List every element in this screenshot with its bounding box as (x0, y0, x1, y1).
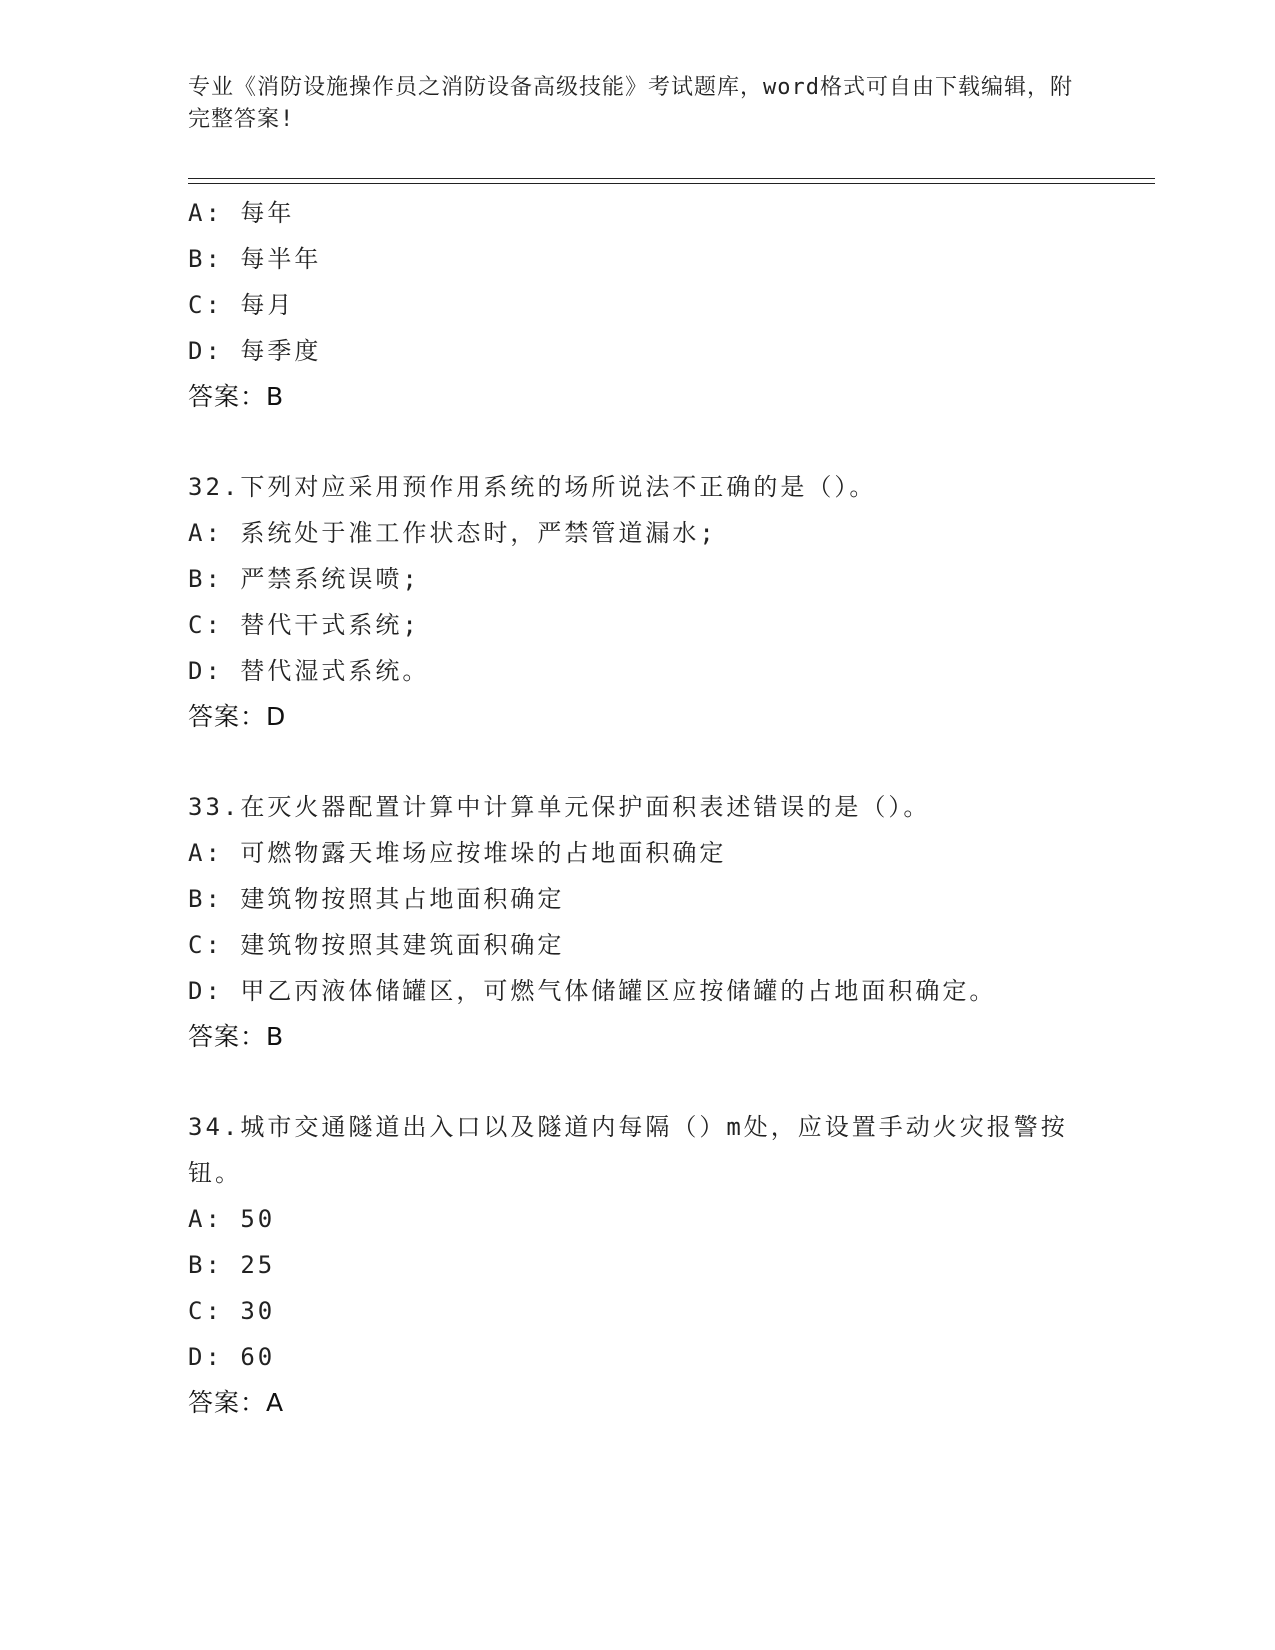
option-b: B: 建筑物按照其占地面积确定 (188, 885, 565, 913)
answer-label: 答案：B (188, 1022, 285, 1051)
option-d: D: 60 (188, 1343, 276, 1371)
option-c: C: 30 (188, 1297, 276, 1325)
document-header: 专业《消防设施操作员之消防设备高级技能》考试题库，word格式可自由下载编辑，附完整答案! (188, 75, 1073, 132)
option-d: D: 甲乙丙液体储罐区，可燃气体储罐区应按储罐的占地面积确定。 (188, 977, 997, 1005)
option-b: B: 每半年 (188, 245, 322, 273)
question-block-34 (188, 1104, 1148, 1426)
option-a: A: 每年 (188, 199, 295, 227)
option-d: D: 替代湿式系统。 (188, 657, 430, 685)
question-list (188, 190, 1148, 1426)
option-a: A: 可燃物露天堆场应按堆垛的占地面积确定 (188, 839, 727, 867)
option-b: B: 严禁系统误喷; (188, 565, 420, 593)
question-block-33 (188, 784, 1148, 1060)
question-block-31-partial (188, 190, 1148, 420)
option-c: C: 每月 (188, 291, 295, 319)
option-a: A: 系统处于准工作状态时，严禁管道漏水; (188, 519, 717, 547)
question-block-32 (188, 464, 1148, 740)
question-stem: 33.在灭火器配置计算中计算单元保护面积表述错误的是（）。 (188, 793, 931, 821)
option-b: B: 25 (188, 1251, 276, 1279)
header-divider-bottom (188, 183, 1155, 184)
header-divider-top (188, 178, 1155, 179)
option-d: D: 每季度 (188, 337, 322, 365)
answer-label: 答案：D (188, 702, 287, 731)
option-a: A: 50 (188, 1205, 276, 1233)
answer-label: 答案：A (188, 1388, 285, 1417)
question-stem: 34.城市交通隧道出入口以及隧道内每隔（）m处，应设置手动火灾报警按钮。 (188, 1113, 1068, 1187)
question-stem: 32.下列对应采用预作用系统的场所说法不正确的是（）。 (188, 473, 877, 501)
option-c: C: 替代干式系统; (188, 611, 420, 639)
answer-label: 答案：B (188, 382, 285, 411)
option-c: C: 建筑物按照其建筑面积确定 (188, 931, 565, 959)
